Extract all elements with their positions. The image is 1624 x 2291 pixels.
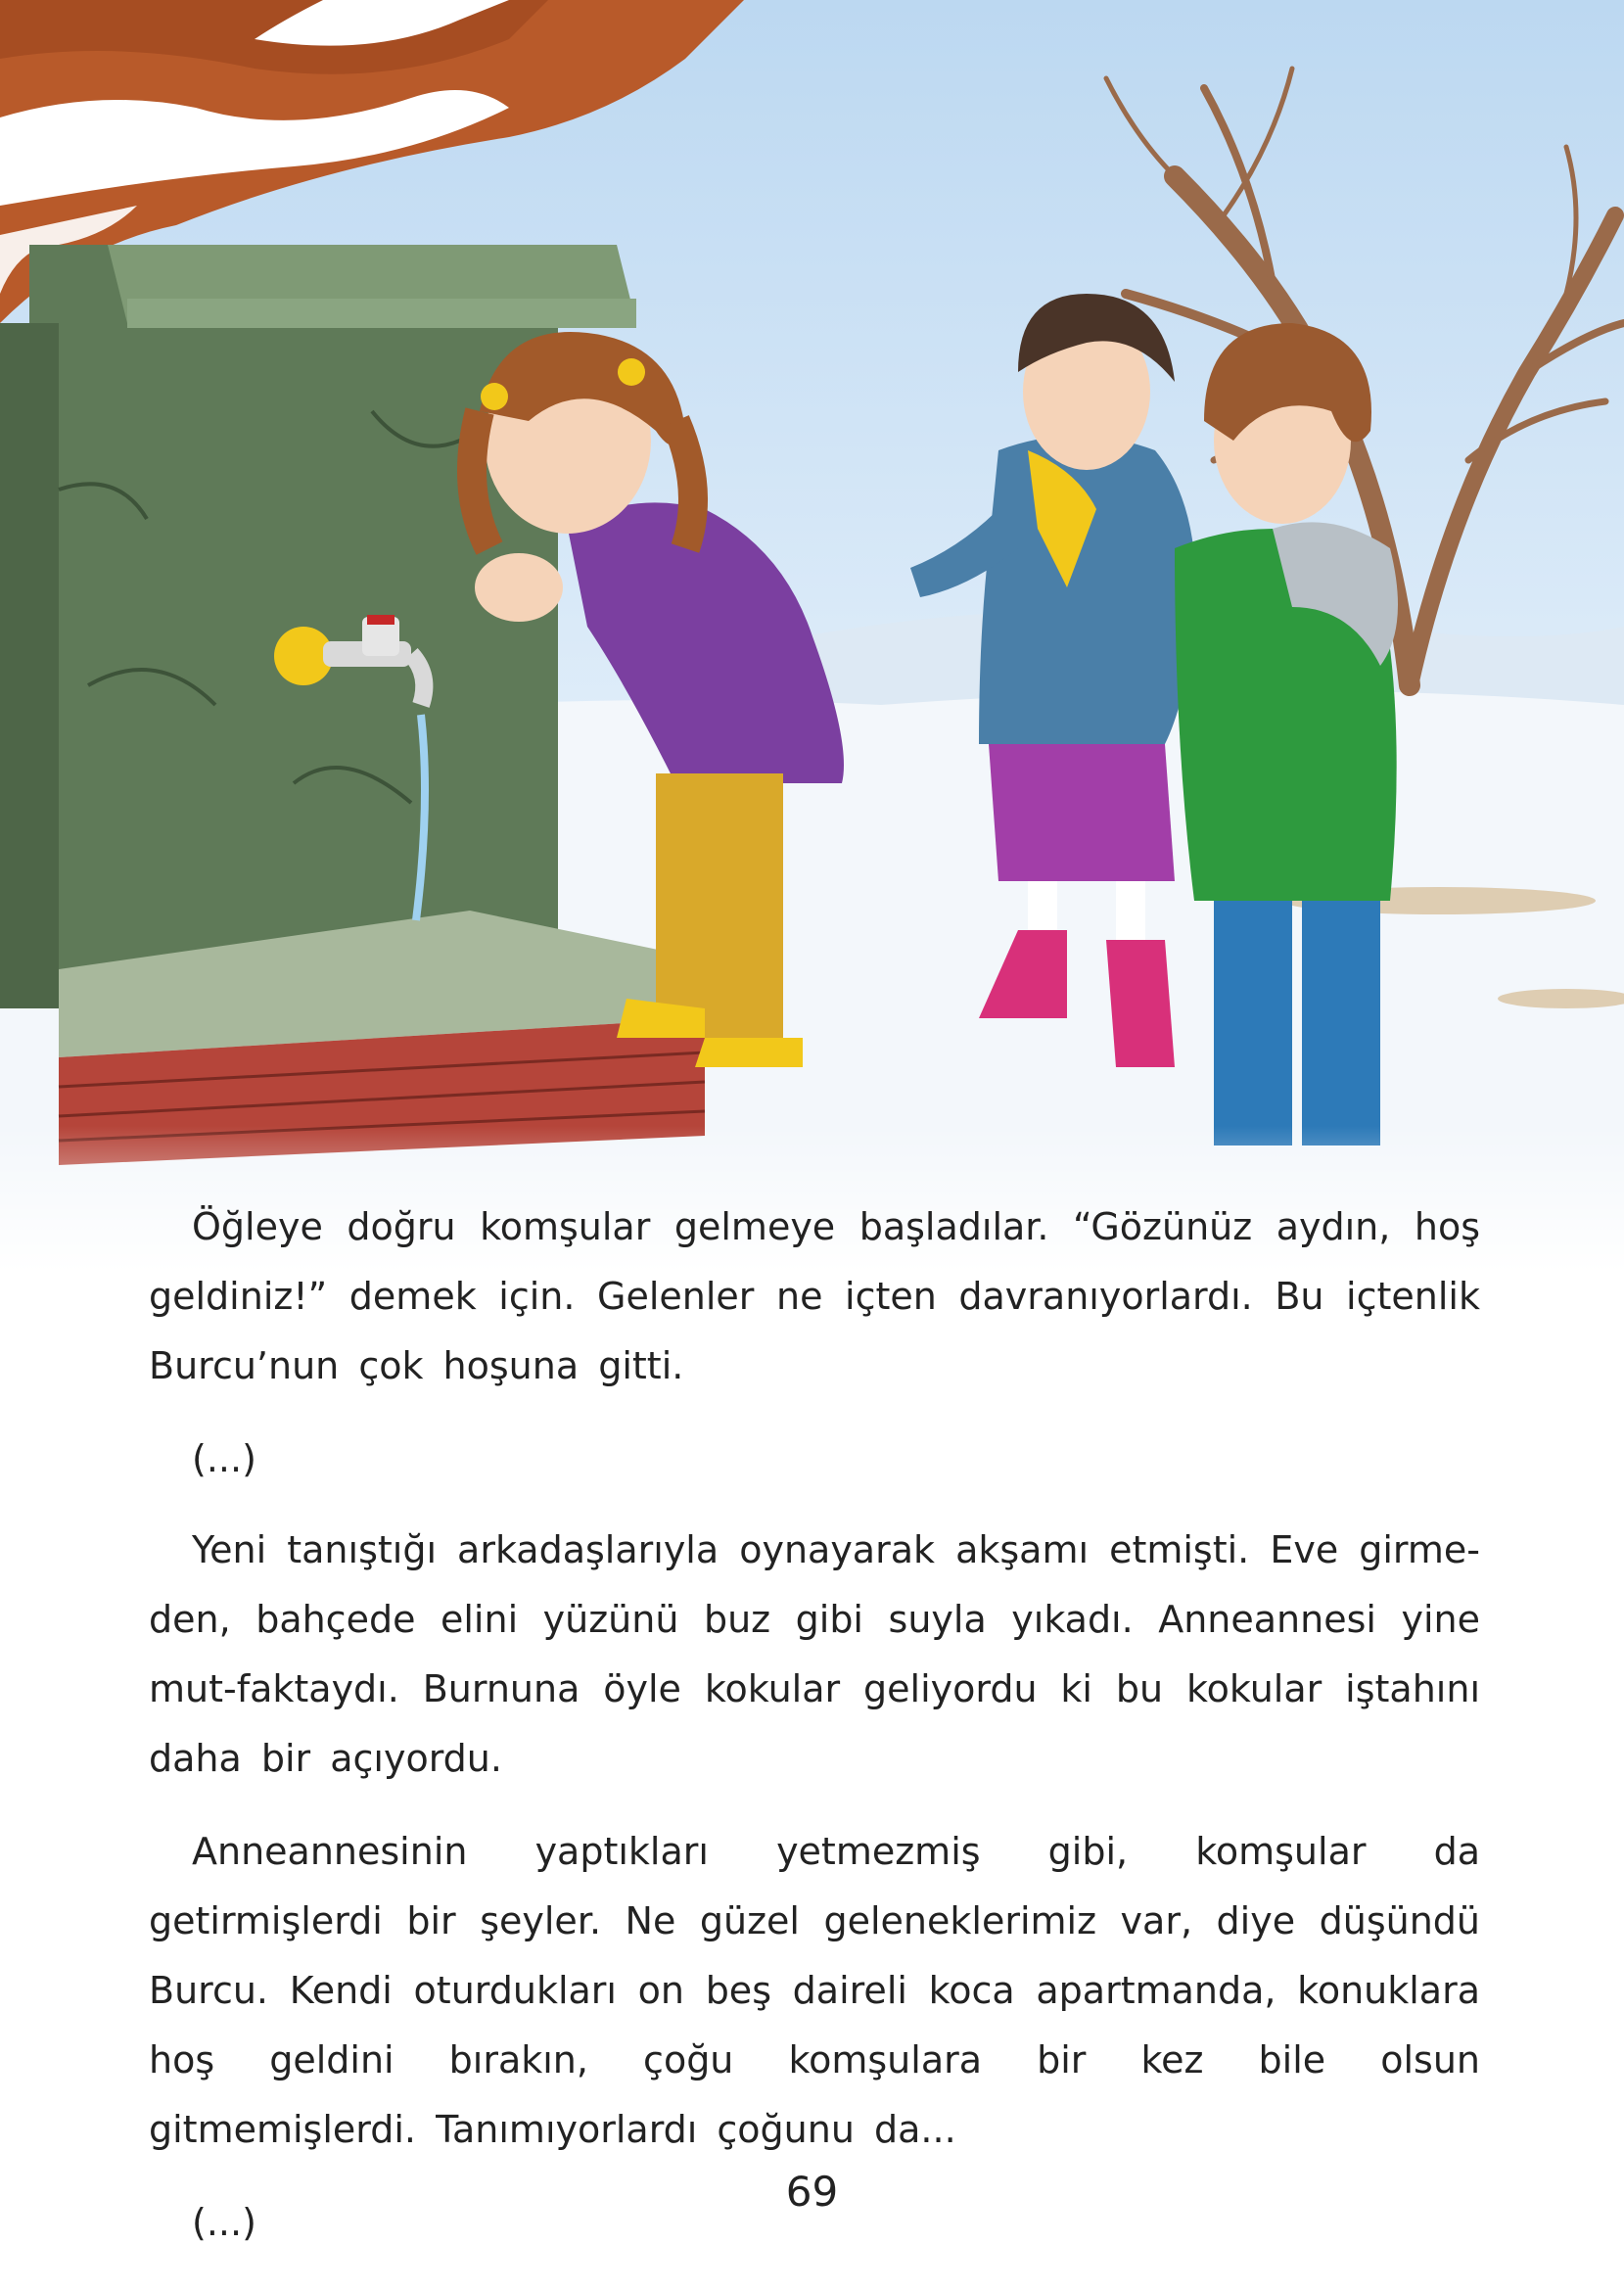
story-text (149, 1192, 1480, 2279)
story-paragraph: Öğleye doğru komşular gelmeye başladılar. “Gözünüz aydın, hoş geldiniz!” demek için. Gelenler ne içten davranıyorlardı. Bu içtenlik Burcu’nun çok hoşuna gitti. (149, 1205, 1480, 1387)
omission-marker: (...) (192, 1437, 256, 1480)
omission-marker: (...) (192, 2201, 256, 2244)
page-number: 69 (785, 2168, 839, 2216)
story-paragraph: Anneannesinin yaptıkları yetmezmiş gibi, komşular da getirmişlerdi bir şeyler. Ne güzel geleneklerimiz var, diye düşündü Burcu. Kendi oturdukları on beş daireli koca apartmanda, konuklara hoş geldini bırakın, çoğu komşulara bir kez bile olsun gitmemişlerdi. Tanımıyorlardı çoğunu da... (149, 1830, 1480, 2151)
story-paragraph: Yeni tanıştığı arkadaşlarıyla oynayarak akşamı etmişti. Eve girme-den, bahçede elini yüzünü buz gibi suyla yıkadı. Anneannesi yine mut-faktaydı. Burnuna öyle kokular geliyordu ki bu kokular iştahını daha bir açıyordu. (149, 1528, 1480, 1780)
